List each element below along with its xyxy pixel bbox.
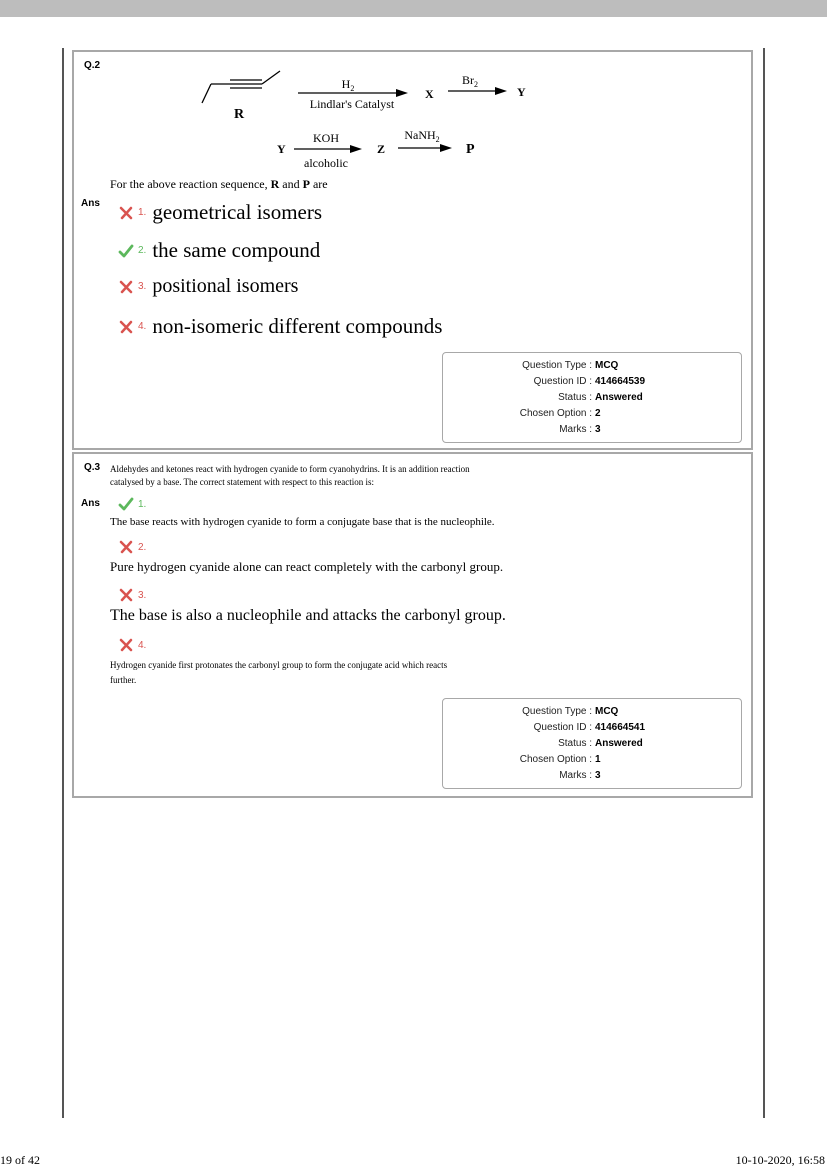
option-number: 4. (138, 639, 147, 651)
question-stem: For the above reaction sequence, R and P are (110, 177, 328, 191)
cross-icon (118, 637, 134, 653)
arrowhead-2 (495, 87, 507, 95)
info-chosen-option: Chosen Option : 1 (519, 754, 601, 765)
option-number: 3. (138, 589, 147, 601)
option-4-text: Hydrogen cyanide first protonates the carbonyl group to form the conjugate acid which reacts further. (110, 660, 448, 685)
check-icon (118, 496, 134, 512)
info-question-id: Question ID : 414664539 (533, 376, 646, 387)
cross-icon (118, 205, 134, 221)
info-question-id: Question ID : 414664541 (533, 722, 646, 733)
arrowhead-4 (440, 144, 452, 152)
option-2-marker (118, 539, 152, 555)
option-3-marker (118, 587, 152, 603)
reagent-Br2: $Br_2$ (462, 73, 478, 89)
cross-icon (118, 319, 134, 335)
label-Y-second: Y (277, 142, 286, 156)
option-text: positional isomers (152, 275, 299, 297)
option-4 (118, 314, 442, 339)
option-number: 1. (138, 207, 147, 218)
option-2 (118, 238, 320, 263)
option-1-marker (118, 496, 152, 512)
option-number: 4. (138, 321, 147, 332)
answer-label: Ans (81, 498, 100, 509)
info-marks: Marks : 3 (559, 770, 601, 781)
option-text: non-isomeric different compounds (152, 314, 443, 338)
question-stem (110, 463, 470, 489)
reagent-lindlar: Lindlar's Catalyst (309, 97, 395, 111)
label-P: P (466, 142, 475, 157)
question-number: Q.2 (84, 60, 101, 71)
info-question-type: Question Type : MCQ (522, 706, 619, 717)
info-question-type: Question Type : MCQ (522, 360, 619, 371)
question-number: Q.3 (84, 462, 101, 473)
cross-icon (118, 279, 134, 295)
check-icon (118, 243, 134, 259)
cross-icon (118, 539, 134, 555)
label-Z: Z (377, 142, 386, 156)
option-1-text: The base reacts with hydrogen cyanide to form a conjugate base that is the nucleophile. (110, 516, 495, 528)
option-text: geometrical isomers (152, 200, 323, 224)
option-3 (118, 275, 298, 298)
cross-icon (118, 587, 134, 603)
option-number: 3. (138, 281, 147, 292)
info-status: Status : Answered (558, 392, 643, 403)
option-4-marker (118, 637, 152, 653)
question-card-q3 (72, 452, 753, 798)
arrowhead-3 (350, 145, 362, 153)
option-number: 2. (138, 245, 147, 256)
page-right-border (763, 48, 765, 1118)
question-info-box (442, 698, 742, 789)
print-timestamp: 10-10-2020, 16:58 (735, 1153, 825, 1167)
page-left-border (62, 48, 64, 1118)
info-chosen-option: Chosen Option : 2 (519, 408, 601, 419)
option-1 (118, 200, 322, 225)
label-R: R (234, 107, 245, 122)
reaction-scheme (192, 60, 552, 180)
page-counter: 19 of 42 (0, 1153, 40, 1167)
option-text: the same compound (152, 238, 321, 262)
option-3-text: The base is also a nucleophile and attacks the carbonyl group. (110, 607, 506, 624)
info-status: Status : Answered (558, 738, 643, 749)
browser-top-bar (0, 0, 827, 17)
info-marks: Marks : 3 (559, 424, 601, 435)
label-Y: Y (517, 85, 526, 99)
option-2-text: Pure hydrogen cyanide alone can react completely with the carbonyl group. (110, 559, 504, 574)
arrowhead-1 (396, 89, 408, 97)
stem-line-1: Aldehydes and ketones react with hydrogen cyanide to form cyanohydrins. It is an addition reaction (110, 464, 470, 474)
question-info-box (442, 352, 742, 443)
answer-label: Ans (81, 198, 100, 209)
question-card-q2 (72, 50, 753, 450)
reagent-H2: $H_2$ (341, 77, 355, 93)
option-number: 1. (138, 498, 147, 510)
reagent-NaNH2: NaNH$_2$ (404, 128, 440, 144)
stem-line-2: catalysed by a base. The correct statement with respect to this reaction is: (110, 477, 374, 487)
alkyne-structure (202, 71, 280, 103)
label-X: X (425, 87, 434, 101)
option-number: 2. (138, 541, 147, 553)
reagent-alcoholic: alcoholic (304, 156, 348, 170)
reagent-KOH: KOH (313, 131, 339, 145)
